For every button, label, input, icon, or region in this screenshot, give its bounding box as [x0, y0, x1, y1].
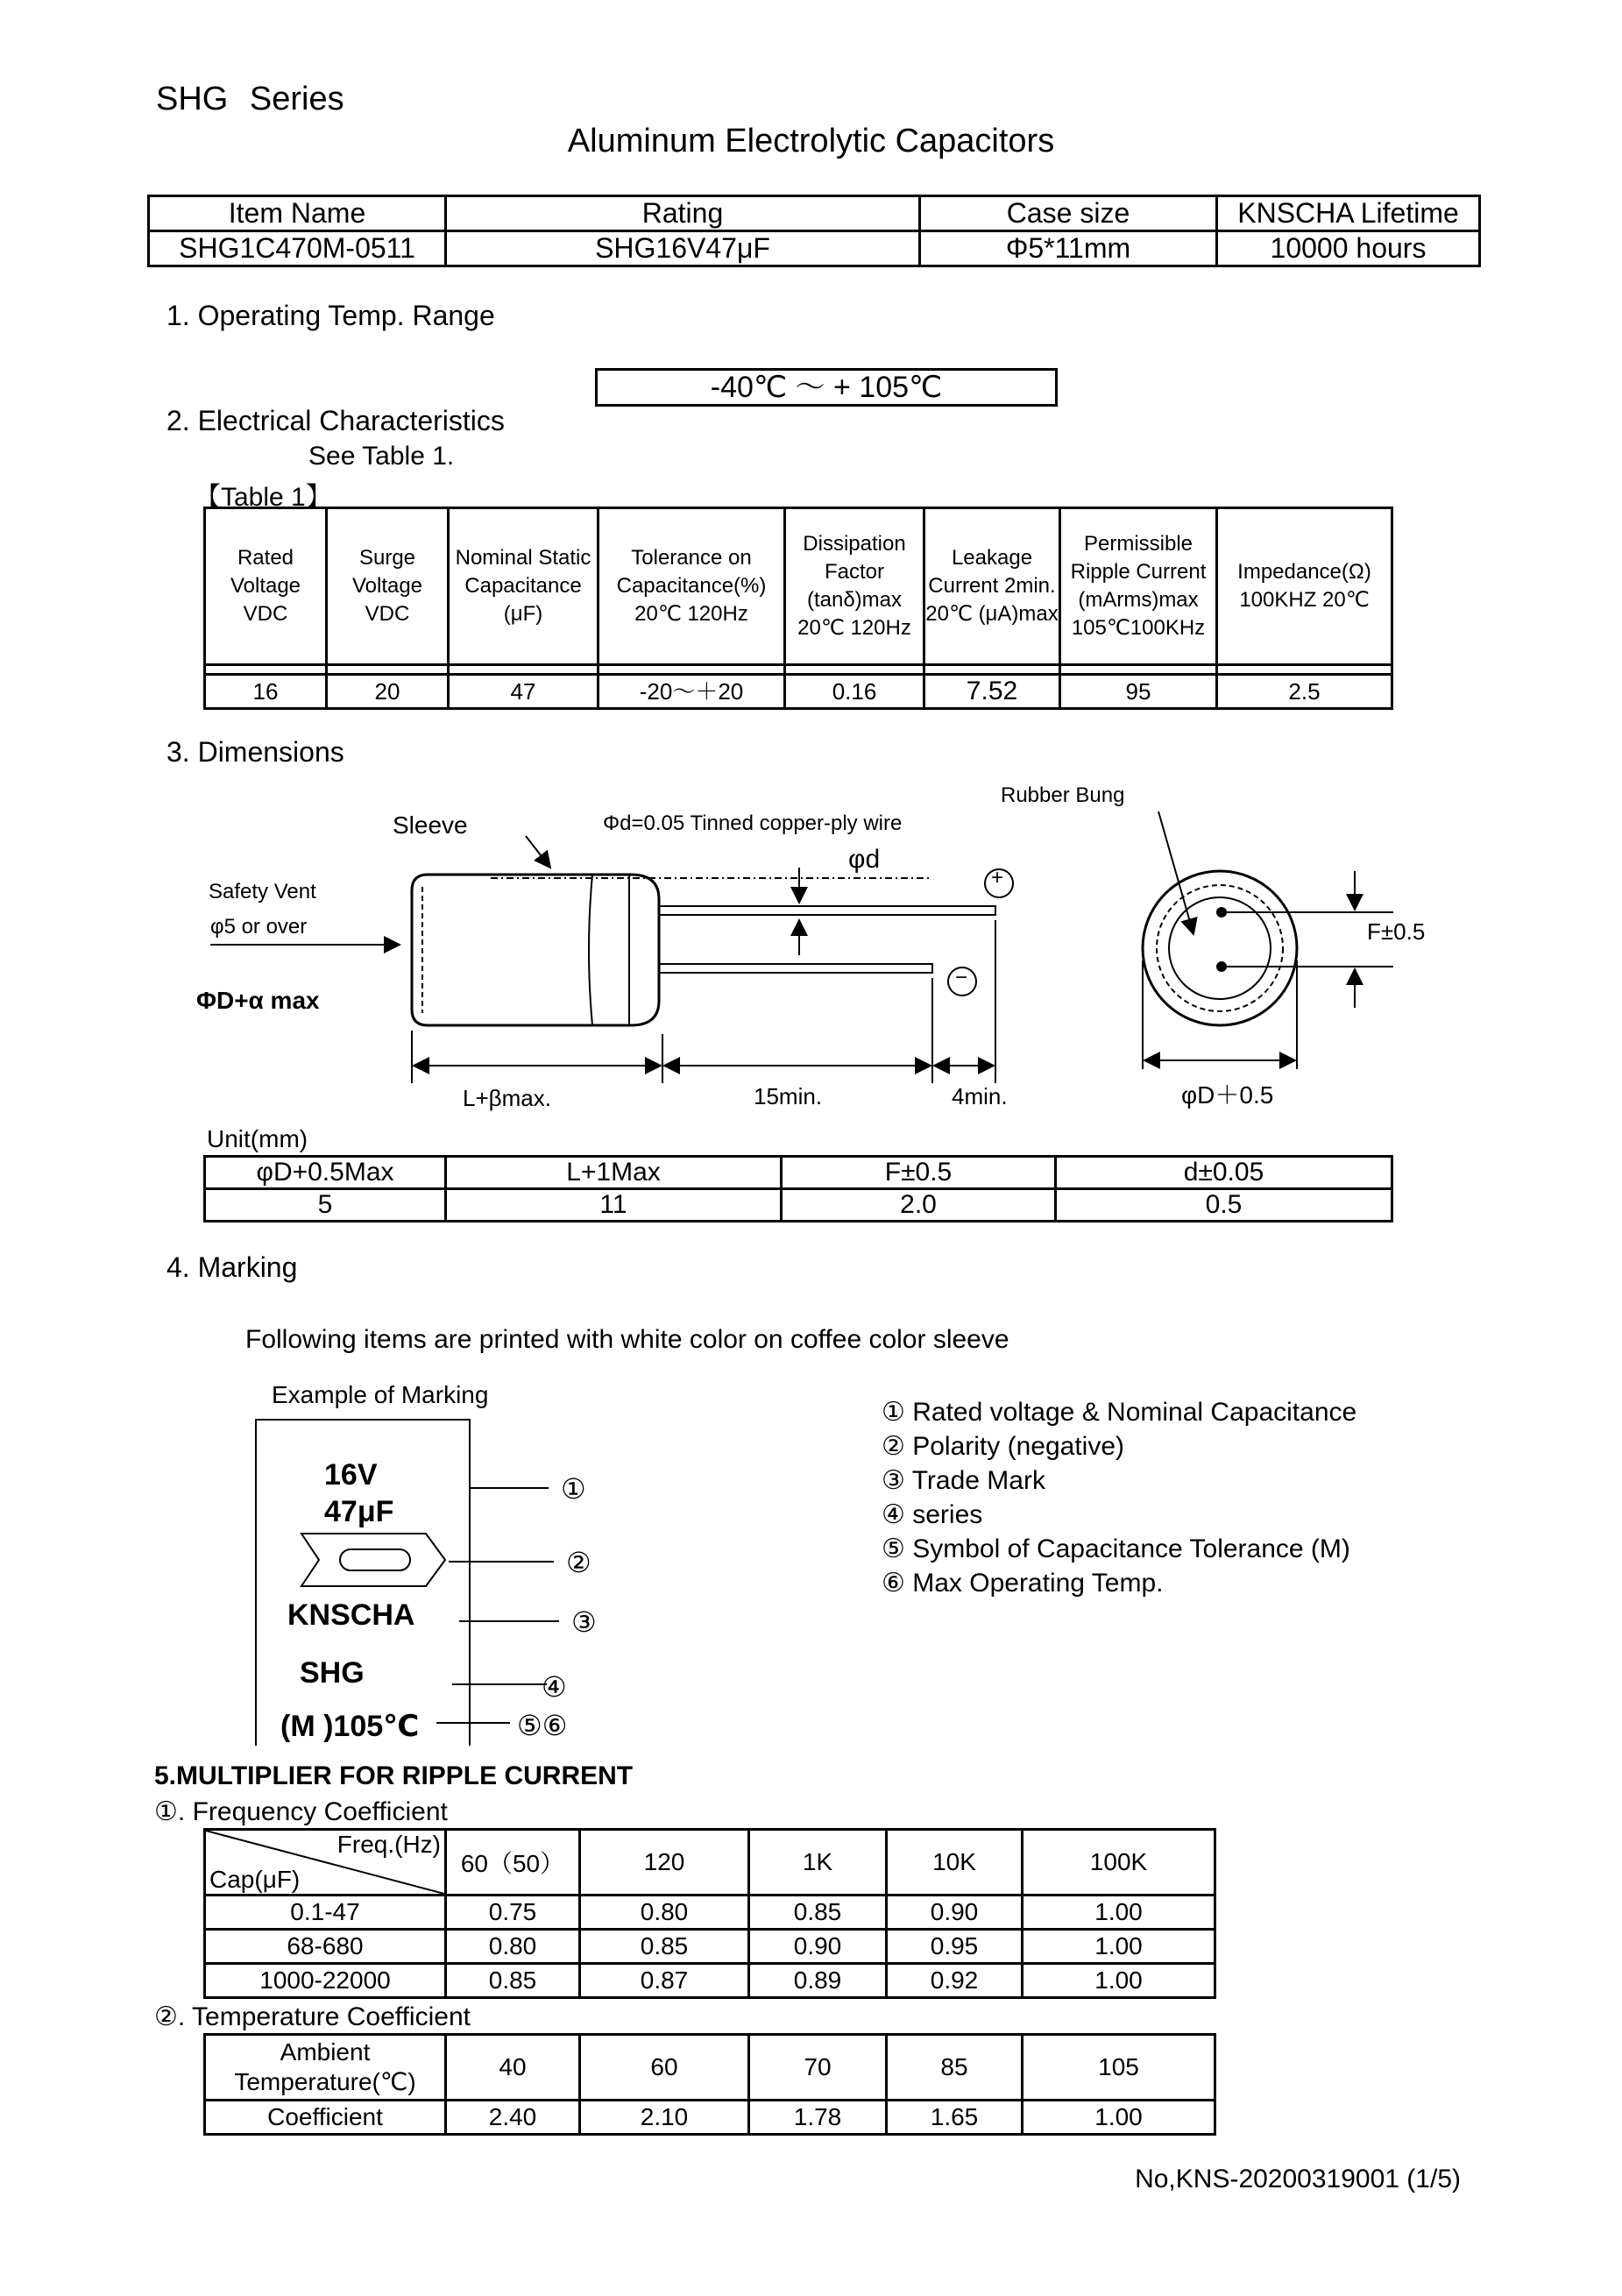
temp-coefficient-title: ②. Temperature Coefficient [154, 2002, 471, 2031]
marking-voltage: 16V [324, 1458, 378, 1492]
marking-brand: KNSCHA [287, 1598, 415, 1632]
freq-value: 0.87 [580, 1964, 749, 1998]
freq-value: 0.75 [446, 1896, 580, 1930]
t1-value: -20～＋20 [599, 675, 785, 709]
header-rating: Rating [446, 196, 920, 231]
dim-value: 0.5 [1056, 1189, 1392, 1222]
t1-value: 47 [449, 675, 599, 709]
freq-cap: 68-680 [205, 1930, 446, 1964]
freq-header-row [205, 1830, 1215, 1896]
legend-item: ④ series [882, 1500, 983, 1529]
unit-label: Unit(mm) [207, 1125, 308, 1152]
temp-range-box: -40℃ ～ + 105℃ [595, 368, 1058, 407]
callout-2: ② [566, 1547, 591, 1578]
legend-item: ⑤ Symbol of Capacitance Tolerance (M) [882, 1534, 1350, 1563]
marking-description: Following items are printed with white color on coffee color sleeve [245, 1325, 1009, 1354]
freq-value: 0.92 [887, 1964, 1023, 1998]
temp-header: 40 [446, 2035, 580, 2101]
freq-value: 0.85 [749, 1896, 887, 1930]
freq-corner-bottom: Cap(μF) [209, 1866, 301, 1893]
marking-temp: (M )105℃ [280, 1710, 420, 1743]
safety-vent-size: φ5 or over [210, 915, 308, 939]
coefficient-value: 2.40 [446, 2101, 580, 2135]
coefficient-value: 1.78 [749, 2101, 887, 2135]
section-marking: 4. Marking [166, 1251, 298, 1283]
header-lifetime: KNSCHA Lifetime [1217, 196, 1480, 231]
callout-4: ④ [542, 1671, 567, 1703]
document-title: Aluminum Electrolytic Capacitors [567, 123, 1055, 159]
callout-3: ③ [571, 1606, 597, 1638]
freq-value: 0.89 [749, 1964, 887, 1998]
callout-56: ⑤⑥ [517, 1710, 568, 1741]
t1-header: Leakage Current 2min. 20℃ (μA)max [924, 508, 1060, 665]
t1-header: Surge Voltage VDC [327, 508, 449, 665]
minus-sign: − [955, 966, 968, 989]
t1-header: Rated Voltage VDC [205, 508, 327, 665]
series-title: SHG Series [156, 81, 344, 117]
freq-value: 0.80 [446, 1930, 580, 1964]
dim-value: 11 [446, 1189, 782, 1222]
dim-header: F±0.5 [782, 1157, 1056, 1189]
dim-value: 2.0 [782, 1189, 1056, 1222]
item-table-value-row [149, 231, 1480, 266]
temperature-coefficient-table [203, 2033, 1216, 2136]
marking-legend [882, 1395, 1356, 1600]
coefficient-value: 1.00 [1023, 2101, 1215, 2135]
freq-value: 0.90 [749, 1930, 887, 1964]
freq-value: 1.00 [1023, 1964, 1215, 1998]
item-table-header-row [149, 196, 1480, 231]
length-label: L+βmax. [463, 1085, 551, 1111]
table1-value-row [205, 675, 1392, 709]
dim-header-row [205, 1157, 1392, 1189]
t1-value: 16 [205, 675, 327, 709]
dim-header: d±0.05 [1056, 1157, 1392, 1189]
section-operating-temp: 1. Operating Temp. Range [166, 300, 495, 331]
t1-header: Nominal Static Capacitance (μF) [449, 508, 599, 665]
t1-header: Permissible Ripple Current (mArms)max 105℃100KHz [1060, 508, 1217, 665]
t1-value: 2.5 [1217, 675, 1392, 709]
dim-value: 5 [205, 1189, 446, 1222]
lead-spacing-label: F±0.5 [1367, 918, 1426, 945]
document-number: No,KNS-20200319001 (1/5) [1135, 2165, 1461, 2193]
temp-header-label: Ambient Temperature(℃) [205, 2035, 446, 2101]
end-diameter-label: φD＋0.5 [1181, 1081, 1274, 1109]
section-electrical: 2. Electrical Characteristics [166, 405, 505, 436]
marking-series: SHG [300, 1656, 365, 1690]
section-multiplier: 5.MULTIPLIER FOR RIPPLE CURRENT [154, 1761, 634, 1790]
freq-value: 0.85 [580, 1930, 749, 1964]
temp-header: 60 [580, 2035, 749, 2101]
dim-header: φD+0.5Max [205, 1157, 446, 1189]
temp-header: 70 [749, 2035, 887, 2101]
header-item-name: Item Name [149, 196, 446, 231]
coefficient-label: Coefficient [205, 2101, 446, 2135]
freq-value: 0.90 [887, 1896, 1023, 1930]
freq-value: 0.95 [887, 1930, 1023, 1964]
item-name-value: SHG1C470M-0511 [149, 231, 446, 266]
t1-value: 20 [327, 675, 449, 709]
freq-header: 60（50） [446, 1830, 580, 1896]
wire-label: Φd=0.05 Tinned copper-ply wire [603, 811, 903, 835]
freq-value: 1.00 [1023, 1896, 1215, 1930]
freq-cap: 0.1-47 [205, 1896, 446, 1930]
t1-value: 7.52 [924, 675, 1060, 709]
temp-header: 85 [887, 2035, 1023, 2101]
freq-coefficient-title: ①. Frequency Coefficient [154, 1797, 448, 1826]
phi-d-label: φd [848, 845, 881, 874]
frequency-coefficient-table [203, 1828, 1216, 1999]
marking-capacitance: 47μF [324, 1495, 394, 1528]
freq-cap: 1000-22000 [205, 1964, 446, 1998]
table1-label: 【Table 1】 [195, 483, 332, 512]
t1-header: Tolerance on Capacitance(%) 20℃ 120Hz [599, 508, 785, 665]
freq-value: 0.85 [446, 1964, 580, 1998]
legend-item: ③ Trade Mark [882, 1466, 1045, 1495]
freq-header: 10K [887, 1830, 1023, 1896]
table1-gap-row [205, 665, 1392, 675]
freq-corner-cell [205, 1830, 446, 1896]
item-table [147, 195, 1481, 267]
freq-value: 0.80 [580, 1896, 749, 1930]
freq-corner-top: Freq.(Hz) [336, 1831, 441, 1858]
coefficient-value: 2.10 [580, 2101, 749, 2135]
t1-header: Dissipation Factor (tanδ)max 20℃ 120Hz [785, 508, 924, 665]
lifetime-value: 10000 hours [1217, 231, 1480, 266]
t1-value: 95 [1060, 675, 1217, 709]
legend-item: ① Rated voltage & Nominal Capacitance [882, 1398, 1357, 1427]
dim-value-row [205, 1189, 1392, 1222]
coefficient-value: 1.65 [887, 2101, 1023, 2135]
rubber-bung-label: Rubber Bung [1001, 783, 1125, 807]
diameter-max-label: ΦD+α max [196, 987, 320, 1014]
callout-1: ① [561, 1473, 586, 1505]
see-table-note: See Table 1. [308, 442, 455, 471]
lead-4min-label: 4min. [952, 1083, 1008, 1109]
plus-sign: + [991, 866, 1004, 889]
header-case-size: Case size [920, 196, 1217, 231]
section-dimensions: 3. Dimensions [166, 736, 344, 768]
freq-row [205, 1930, 1215, 1964]
t1-header: Impedance(Ω) 100KHZ 20℃ [1217, 508, 1392, 665]
freq-value: 1.00 [1023, 1930, 1215, 1964]
table1-header-row [205, 508, 1392, 665]
t1-value: 0.16 [785, 675, 924, 709]
freq-header: 100K [1023, 1830, 1215, 1896]
legend-item: ② Polarity (negative) [882, 1432, 1125, 1461]
coefficient-row [205, 2101, 1215, 2135]
table-1 [203, 507, 1393, 710]
safety-vent-label: Safety Vent [209, 880, 316, 904]
case-size-value: Φ5*11mm [920, 231, 1217, 266]
dimension-table [203, 1155, 1393, 1222]
freq-header: 1K [749, 1830, 887, 1896]
freq-row [205, 1964, 1215, 1998]
dim-header: L+1Max [446, 1157, 782, 1189]
temp-header-row [205, 2035, 1215, 2101]
freq-header: 120 [580, 1830, 749, 1896]
sleeve-label: Sleeve [393, 811, 468, 839]
legend-item: ⑥ Max Operating Temp. [882, 1569, 1164, 1598]
lead-15min-label: 15min. [754, 1083, 823, 1109]
temp-header: 105 [1023, 2035, 1215, 2101]
rating-value: SHG16V47μF [446, 231, 920, 266]
marking-example-title: Example of Marking [272, 1381, 489, 1408]
freq-row [205, 1896, 1215, 1930]
